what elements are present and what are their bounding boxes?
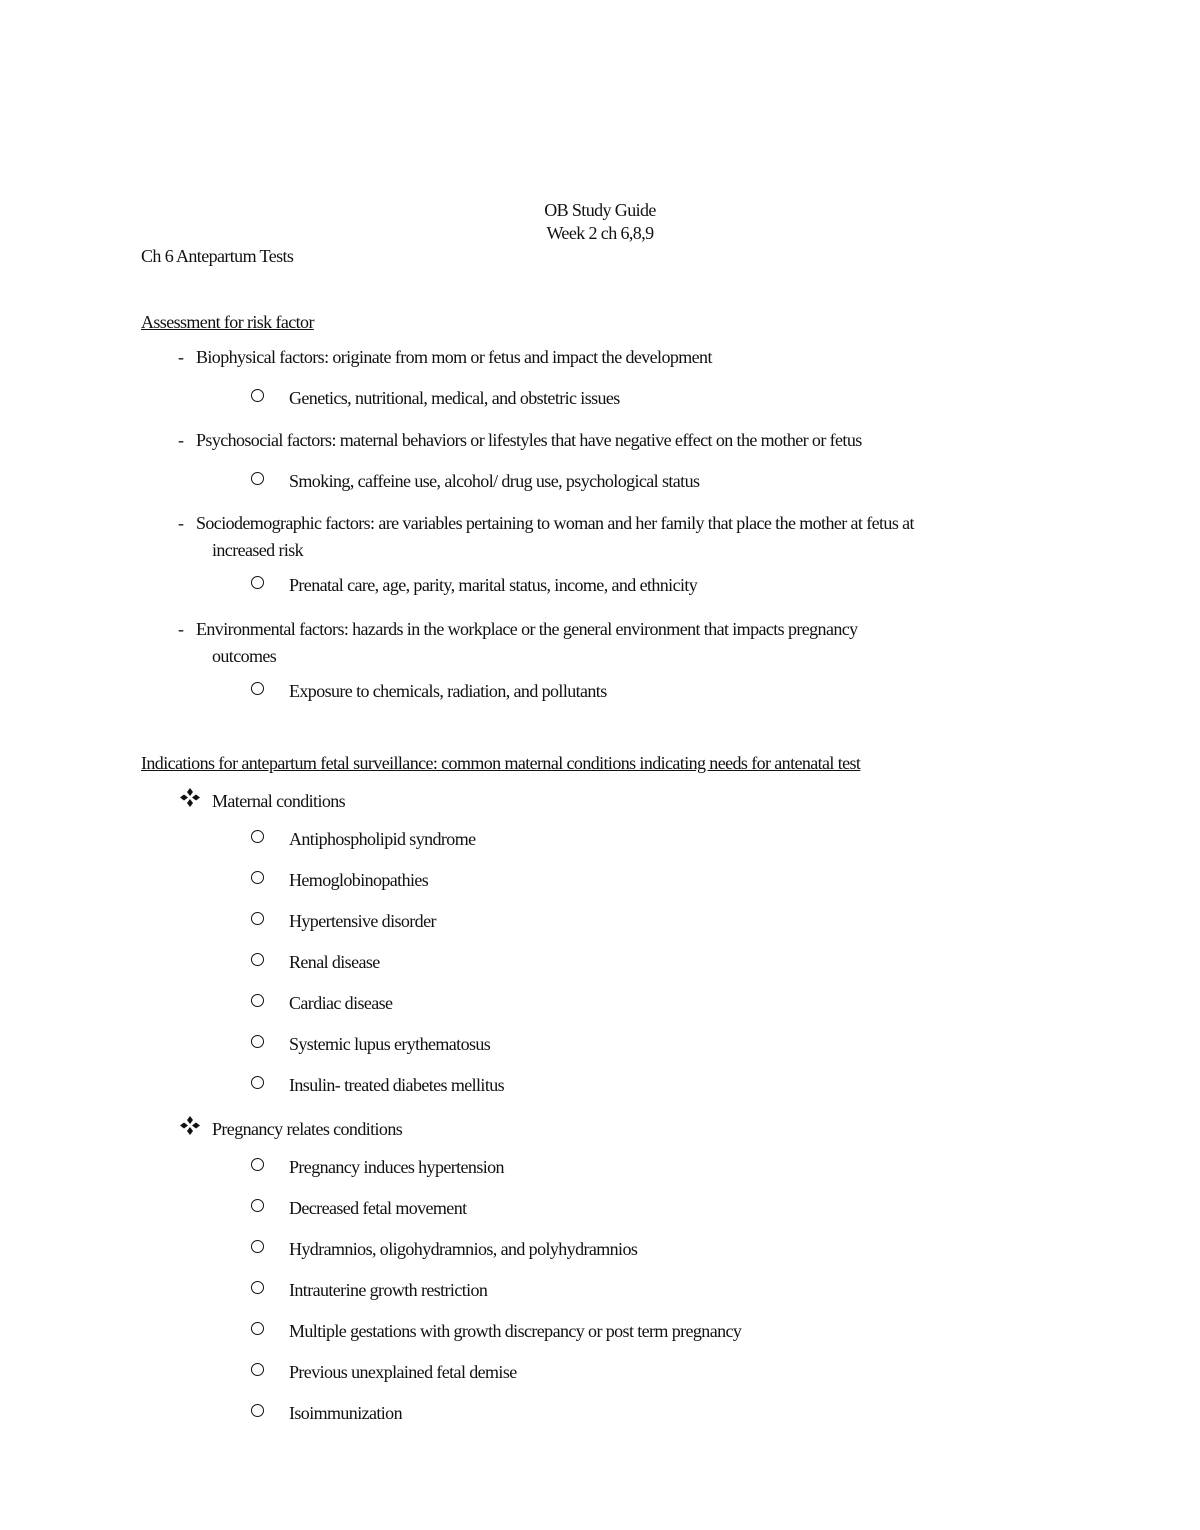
pregnancy-conditions-label: Pregnancy relates conditions xyxy=(212,1119,403,1139)
circle-bullet-icon xyxy=(251,830,264,843)
risk-factor-item: Environmental factors: hazards in the workplace or the general environment that impacts pregnancy xyxy=(196,619,858,639)
circle-bullet-icon xyxy=(251,1035,264,1048)
section-heading-surveillance: Indications for antepartum fetal surveillance: common maternal conditions indicating needs for antenatal test xyxy=(141,753,861,773)
chapter-heading: Ch 6 Antepartum Tests xyxy=(141,246,294,266)
risk-factor-item: Psychosocial factors: maternal behaviors or lifestyles that have negative effect on the mother or fetus xyxy=(196,430,862,450)
circle-bullet-icon xyxy=(251,953,264,966)
maternal-condition-item: Hemoglobinopathies xyxy=(289,870,429,890)
pregnancy-condition-item: Hydramnios, oligohydramnios, and polyhydramnios xyxy=(289,1239,638,1259)
maternal-conditions-label: Maternal conditions xyxy=(212,791,346,811)
circle-bullet-icon xyxy=(251,1363,264,1376)
document-subtitle: Week 2 ch 6,8,9 xyxy=(546,223,654,243)
risk-factor-subitem: Exposure to chemicals, radiation, and pollutants xyxy=(289,681,607,701)
circle-bullet-icon xyxy=(251,871,264,884)
circle-bullet-icon xyxy=(251,1199,264,1212)
risk-factor-item-continuation: increased risk xyxy=(212,540,304,560)
diamond-bullet-icon xyxy=(178,787,202,809)
pregnancy-condition-item: Decreased fetal movement xyxy=(289,1198,467,1218)
maternal-condition-item: Cardiac disease xyxy=(289,993,393,1013)
circle-bullet-icon xyxy=(251,1158,264,1171)
circle-bullet-icon xyxy=(251,1281,264,1294)
pregnancy-condition-item: Intrauterine growth restriction xyxy=(289,1280,488,1300)
dash-bullet: - xyxy=(178,619,184,639)
maternal-condition-item: Systemic lupus erythematosus xyxy=(289,1034,491,1054)
maternal-condition-item: Renal disease xyxy=(289,952,380,972)
risk-factor-item-continuation: outcomes xyxy=(212,646,277,666)
pregnancy-condition-item: Pregnancy induces hypertension xyxy=(289,1157,504,1177)
risk-factor-subitem: Smoking, caffeine use, alcohol/ drug use, psychological status xyxy=(289,471,700,491)
maternal-condition-item: Insulin- treated diabetes mellitus xyxy=(289,1075,505,1095)
circle-bullet-icon xyxy=(251,472,264,485)
circle-bullet-icon xyxy=(251,912,264,925)
circle-bullet-icon xyxy=(251,1322,264,1335)
circle-bullet-icon xyxy=(251,1076,264,1089)
circle-bullet-icon xyxy=(251,389,264,402)
circle-bullet-icon xyxy=(251,682,264,695)
circle-bullet-icon xyxy=(251,1240,264,1253)
maternal-condition-item: Hypertensive disorder xyxy=(289,911,436,931)
circle-bullet-icon xyxy=(251,1404,264,1417)
diamond-bullet-icon xyxy=(178,1115,202,1137)
circle-bullet-icon xyxy=(251,994,264,1007)
risk-factor-item: Biophysical factors: originate from mom or fetus and impact the development xyxy=(196,347,712,367)
risk-factor-subitem: Genetics, nutritional, medical, and obstetric issues xyxy=(289,388,620,408)
dash-bullet: - xyxy=(178,513,184,533)
document-title: OB Study Guide xyxy=(544,200,656,220)
circle-bullet-icon xyxy=(251,576,264,589)
pregnancy-condition-item: Previous unexplained fetal demise xyxy=(289,1362,517,1382)
risk-factor-item: Sociodemographic factors: are variables pertaining to woman and her family that place the mother at fetus at xyxy=(196,513,914,533)
pregnancy-condition-item: Isoimmunization xyxy=(289,1403,402,1423)
risk-factor-subitem: Prenatal care, age, parity, marital status, income, and ethnicity xyxy=(289,575,698,595)
pregnancy-condition-item: Multiple gestations with growth discrepancy or post term pregnancy xyxy=(289,1321,742,1341)
maternal-condition-item: Antiphospholipid syndrome xyxy=(289,829,476,849)
dash-bullet: - xyxy=(178,430,184,450)
section-heading-risk-factors: Assessment for risk factor xyxy=(141,312,314,332)
dash-bullet: - xyxy=(178,347,184,367)
